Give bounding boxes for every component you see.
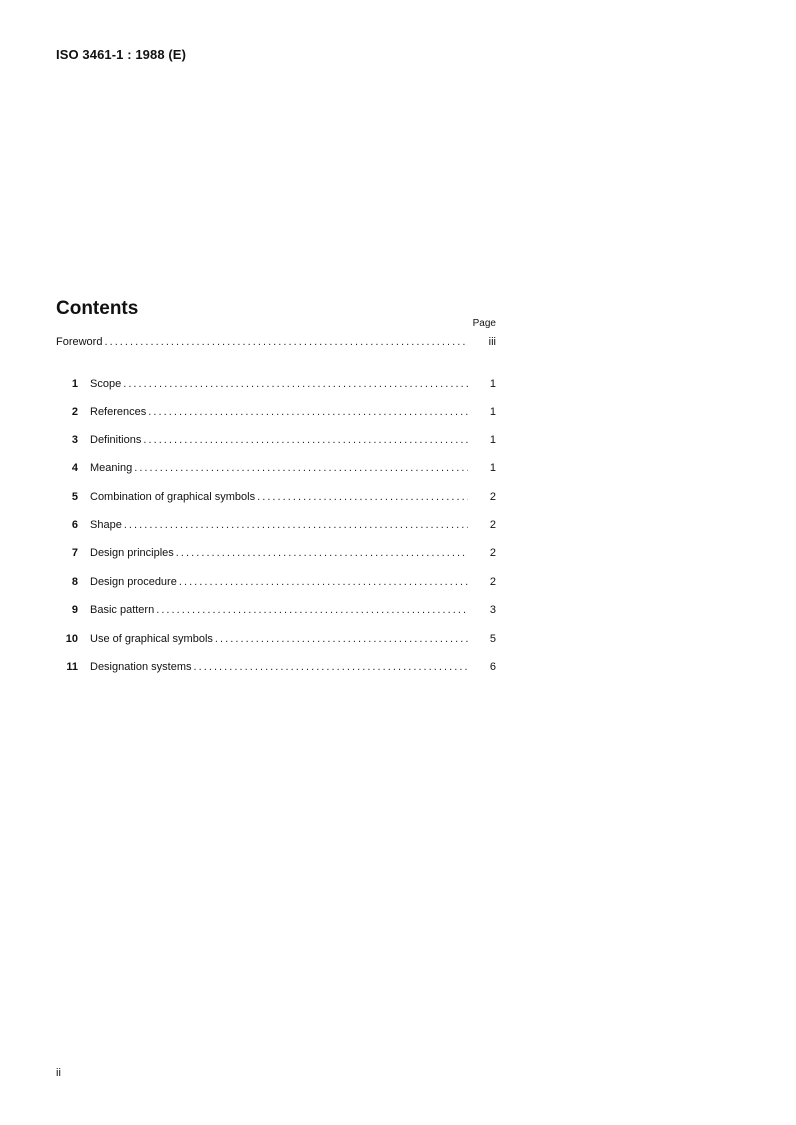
toc-entry-basic-pattern[interactable] [56, 604, 496, 620]
toc-entry-page: 2 [489, 519, 496, 531]
toc-entry-page: 5 [489, 633, 496, 645]
toc-entry-references[interactable] [56, 406, 496, 422]
toc-entry-page: 1 [489, 434, 496, 446]
toc-leader-dots [123, 378, 468, 390]
page-column-header: Page [472, 318, 496, 329]
toc-leader-dots [194, 661, 469, 673]
toc-entry-page: 2 [489, 491, 496, 503]
toc-leader-dots [176, 547, 468, 559]
toc-entry-meaning[interactable] [56, 462, 496, 478]
toc-entry-label: References [90, 406, 147, 418]
toc-entry-design-procedure[interactable] [56, 576, 496, 592]
toc-entry-number: 6 [71, 519, 78, 531]
toc-entry-label: Definitions [90, 434, 142, 446]
toc-entry-label: Scope [90, 378, 122, 390]
toc-entry-label: Use of graphical symbols [90, 633, 213, 645]
toc-entry-number: 5 [71, 491, 78, 503]
toc-entry-page: 1 [489, 378, 496, 390]
toc-entry-combination-of-graphical-symbols[interactable] [56, 491, 496, 507]
toc-entry-use-of-graphical-symbols[interactable] [56, 633, 496, 649]
toc-leader-dots [143, 434, 468, 446]
toc-entry-label: Basic pattern [90, 604, 155, 616]
toc-entry-number: 4 [71, 462, 78, 474]
toc-entry-label: Shape [90, 519, 122, 531]
toc-entry-label: Combination of graphical symbols [90, 491, 256, 503]
toc-entry-page: 2 [489, 576, 496, 588]
toc-leader-dots [134, 462, 468, 474]
toc-entry-label: Design procedure [90, 576, 177, 588]
toc-entry-page: iii [488, 336, 496, 348]
toc-leader-dots [156, 604, 468, 616]
toc-entry-scope[interactable] [56, 378, 496, 394]
toc-entry-page: 1 [489, 406, 496, 418]
toc-entry-page: 6 [489, 661, 496, 673]
toc-entry-number: 3 [71, 434, 78, 446]
toc-entry-number: 10 [65, 633, 78, 645]
toc-entry-design-principles[interactable] [56, 547, 496, 563]
toc-entry-definitions[interactable] [56, 434, 496, 450]
contents-heading: Contents [56, 298, 139, 319]
toc-entry-page: 3 [489, 604, 496, 616]
toc-entry-label: Foreword [56, 336, 103, 348]
toc-entry-number: 2 [71, 406, 78, 418]
toc-entry-number: 11 [66, 661, 78, 673]
toc-leader-dots [215, 633, 468, 645]
toc-leader-dots [104, 336, 468, 348]
toc-entry-number: 9 [71, 604, 78, 616]
toc-entry-label: Meaning [90, 462, 133, 474]
toc-leader-dots [179, 576, 468, 588]
toc-entry-number: 1 [71, 378, 78, 390]
toc-leader-dots [124, 519, 468, 531]
toc-leader-dots [148, 406, 468, 418]
toc-entry-number: 8 [71, 576, 78, 588]
document-identifier: ISO 3461-1 : 1988 (E) [56, 47, 186, 62]
toc-entry-label: Designation systems [90, 661, 192, 673]
toc-entry-foreword[interactable] [56, 336, 496, 352]
toc-entry-label: Design principles [90, 547, 174, 559]
toc-entry-page: 2 [489, 547, 496, 559]
toc-entry-shape[interactable] [56, 519, 496, 535]
toc-entry-number: 7 [71, 547, 78, 559]
footer-page-number: ii [56, 1067, 61, 1079]
toc-leader-dots [257, 491, 468, 503]
toc-entry-designation-systems[interactable] [56, 661, 496, 677]
toc-entry-page: 1 [489, 462, 496, 474]
